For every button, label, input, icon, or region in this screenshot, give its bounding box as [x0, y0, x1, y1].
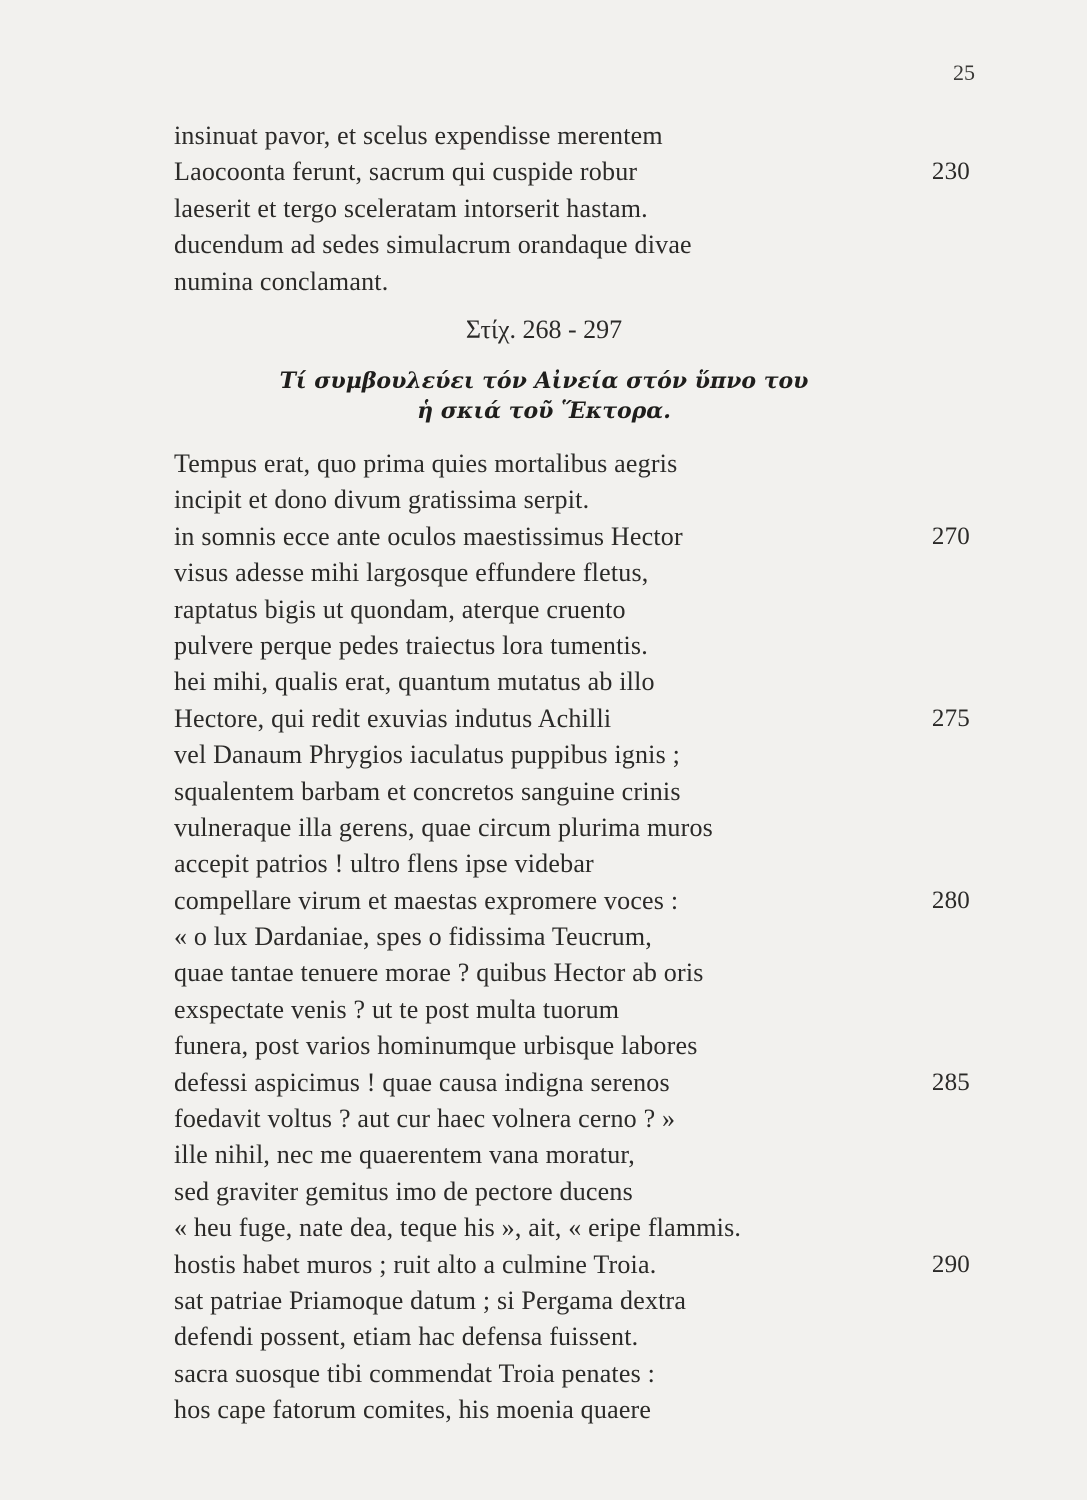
- verse-text: « heu fuge, nate dea, teque his », ait, « eripe flammis.: [174, 1213, 742, 1243]
- verse-text: insinuat pavor, et scelus expendisse merentem: [174, 121, 663, 150]
- verse-text: ille nihil, nec me quaerentem vana moratur,: [174, 1140, 635, 1170]
- verse-block-2: [174, 446, 1004, 1429]
- verse-text: compellare virum et maestas expromere voces :: [174, 885, 679, 915]
- verse-line: [174, 1028, 1004, 1064]
- verse-line: [174, 446, 1004, 482]
- verse-line: [174, 154, 1004, 190]
- verse-text: quae tantae tenuere morae ? quibus Hector ab oris: [174, 958, 704, 988]
- verse-text: in somnis ecce ante oculos maestissimus Hector: [174, 521, 683, 551]
- verse-text: foedavit voltus ? aut cur haec volnera cerno ? »: [174, 1104, 676, 1134]
- verse-text: defessi aspicimus ! quae causa indigna serenos: [174, 1067, 670, 1097]
- verse-text: hostis habet muros ; ruit alto a culmine Troia.: [174, 1249, 657, 1279]
- verse-text: hos cape fatorum comites, his moenia quaere: [174, 1395, 652, 1425]
- verse-text: Hectore, qui redit exuvias indutus Achilli: [174, 703, 612, 733]
- verse-block-1: [174, 118, 1004, 300]
- verse-text: Tempus erat, quo prima quies mortalibus aegris: [174, 449, 678, 478]
- verse-line: [174, 1065, 1004, 1101]
- verse-text: squalentem barbam et concretos sanguine crinis: [174, 776, 681, 806]
- verse-text: ducendum ad sedes simulacrum orandaque divae: [174, 230, 692, 260]
- verse-line: [174, 482, 1004, 518]
- verse-line: [174, 883, 1004, 919]
- verse-text: « o lux Dardaniae, spes o fidissima Teucrum,: [174, 922, 653, 952]
- verse-line: [174, 118, 1004, 154]
- verse-line: [174, 664, 1004, 700]
- verse-text: exspectate venis ? ut te post multa tuorum: [174, 994, 620, 1024]
- verse-text: pulvere perque pedes traiectus lora tumentis.: [174, 630, 648, 660]
- verse-line: [174, 1247, 1004, 1283]
- heading-line-2: ἡ σκιά τοῦ Ἕκτορα.: [417, 398, 671, 424]
- verse-line: [174, 1137, 1004, 1173]
- verse-text: raptatus bigis ut quondam, aterque cruento: [174, 594, 626, 624]
- verse-line: [174, 628, 1004, 664]
- verse-line: [174, 592, 1004, 628]
- verse-text: sed graviter gemitus imo de pectore ducens: [174, 1176, 633, 1206]
- verse-text: visus adesse mihi largosque effundere fletus,: [174, 558, 649, 588]
- line-number: 230: [931, 158, 970, 186]
- verse-line: [174, 1356, 1004, 1392]
- verse-line: [174, 227, 1004, 263]
- verse-line: [174, 919, 1004, 955]
- line-number: 270: [931, 522, 970, 550]
- verse-text: numina conclamant.: [174, 266, 389, 296]
- section-reference: Στίχ. 268 - 297: [465, 315, 623, 344]
- verse-line: [174, 737, 1004, 773]
- verse-line: [174, 1392, 1004, 1428]
- verse-line: [174, 810, 1004, 846]
- verse-text: incipit et dono divum gratissima serpit.: [174, 485, 590, 515]
- verse-line: [174, 519, 1004, 555]
- verse-line: [174, 774, 1004, 810]
- verse-text: vulneraque illa gerens, quae circum plurima muros: [174, 812, 714, 842]
- verse-line: [174, 701, 1004, 737]
- line-number: 275: [931, 704, 970, 732]
- verse-text: laeserit et tergo sceleratam intorserit hastam.: [174, 193, 648, 223]
- verse-text: funera, post varios hominumque urbisque labores: [174, 1031, 698, 1061]
- verse-line: [174, 992, 1004, 1028]
- verse-text: accepit patrios ! ultro flens ipse videbar: [174, 849, 594, 879]
- verse-line: [174, 846, 1004, 882]
- verse-line: [174, 1283, 1004, 1319]
- verse-text: hei mihi, qualis erat, quantum mutatus ab illo: [174, 667, 655, 697]
- verse-text: vel Danaum Phrygios iaculatus puppibus ignis ;: [174, 740, 681, 770]
- line-number: 290: [931, 1250, 970, 1278]
- line-number: 280: [931, 886, 970, 914]
- verse-text: sat patriae Priamoque datum ; si Pergama dextra: [174, 1285, 687, 1315]
- verse-line: [174, 191, 1004, 227]
- verse-text: sacra suosque tibi commendat Troia penates :: [174, 1358, 656, 1388]
- verse-line: [174, 955, 1004, 991]
- verse-line: [174, 1210, 1004, 1246]
- verse-line: [174, 1101, 1004, 1137]
- page-number: 25: [953, 60, 975, 85]
- verse-line: [174, 1174, 1004, 1210]
- section-heading: [174, 366, 914, 426]
- verse-text: Laocoonta ferunt, sacrum qui cuspide robur: [174, 157, 638, 187]
- line-number: 285: [931, 1068, 970, 1096]
- verse-text: defendi possent, etiam hac defensa fuissent.: [174, 1322, 639, 1352]
- verse-line: [174, 555, 1004, 591]
- verse-line: [174, 1319, 1004, 1355]
- heading-line-1: Τί συμβουλεύει τόν Αἰνεία στόν ὕπνο του: [279, 368, 809, 394]
- verse-line: [174, 264, 1004, 300]
